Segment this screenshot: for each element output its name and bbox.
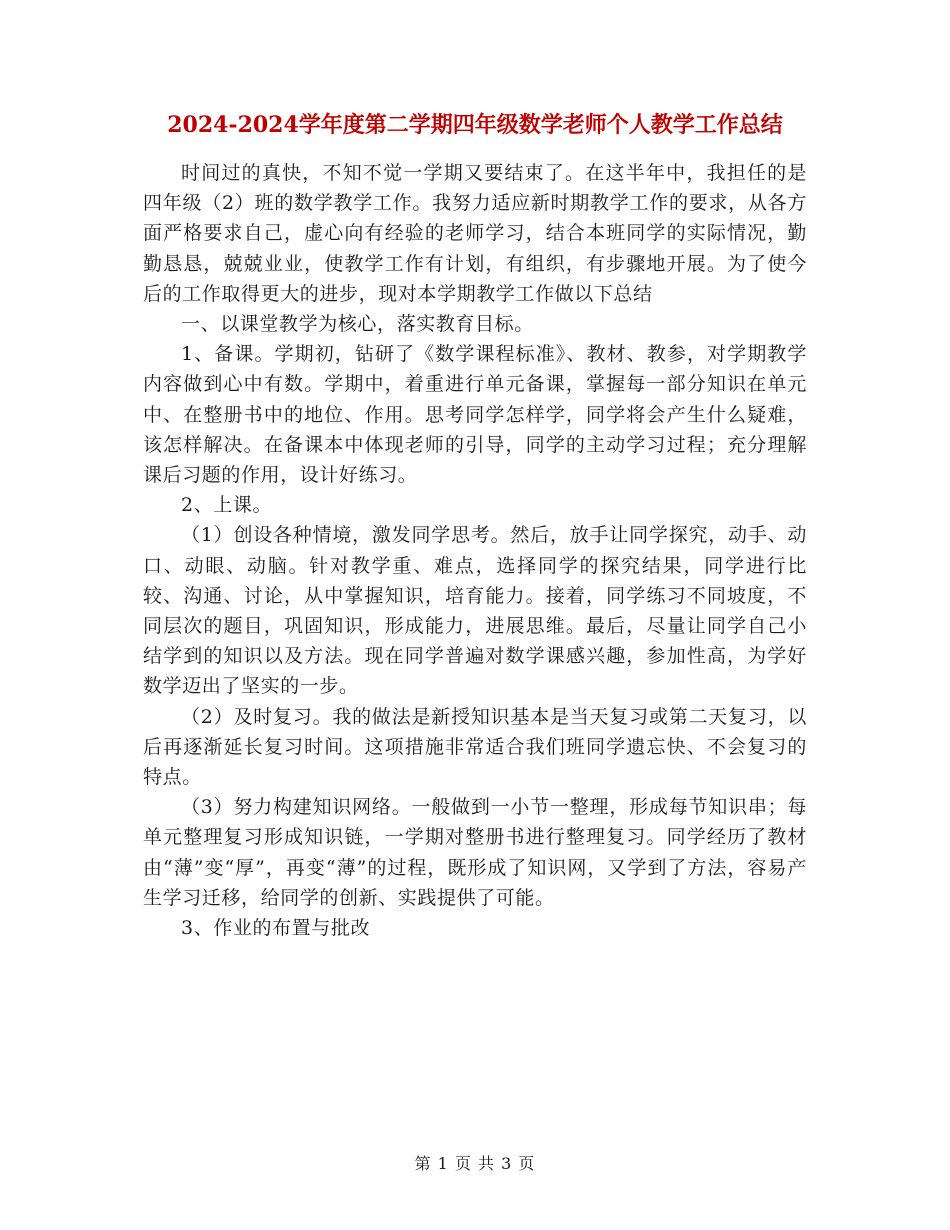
- document-title: 2024-2024学年度第二学期四年级数学老师个人教学工作总结: [167, 112, 783, 138]
- paragraph-review: （2）及时复习。我的做法是新授知识基本是当天复习或第二天复习，以后再逐渐延长复习时间。这项措施非常适合我们班同学遗忘快、不会复习的特点。: [143, 705, 807, 789]
- paragraph-intro: 时间过的真快，不知不觉一学期又要结束了。在这半年中，我担任的是四年级（2）班的数学教学工作。我努力适应新时期教学工作的要求，从各方面严格要求自己，虚心向有经验的老师学习，结合本班同学的实际情况，勤勤恳恳，兢兢业业，使教学工作有计划，有组织，有步骤地开展。为了使今后的工作取得更大的进步，现对本学期教学工作做以下总结: [143, 162, 807, 305]
- paragraph-homework-heading: 3、作业的布置与批改: [181, 917, 371, 940]
- paragraph-lesson-prep: 1、备课。学期初，钻研了《数学课程标准》、教材、教参，对学期教学内容做到心中有数。学期中，着重进行单元备课，掌握每一部分知识在单元中、在整册书中的地位、作用。思考同学怎样学，同学将会产生什么疑难，该怎样解决。在备课本中体现老师的引导，同学的主动学习过程；充分理解课后习题的作用，设计好练习。: [143, 343, 807, 487]
- section-heading-1: 一、以课堂教学为核心，落实教育目标。: [181, 313, 534, 336]
- paragraph-situations: （1）创设各种情境，激发同学思考。然后，放手让同学探究，动手、动口、动眼、动脑。针对教学重、难点，选择同学的探究结果，同学进行比较、沟通、讨论，从中掌握知识，培育能力。接着，同学练习不同坡度，不同层次的题目，巩固知识，形成能力，进展思维。最后，尽量让同学自己小结学到的知识以及方法。现在同学普遍对数学课感兴趣，参加性高，为学好数学迈出了坚实的一步。: [143, 524, 807, 698]
- document-body: [143, 158, 807, 943]
- page-footer: 第 1 页 共 3 页: [414, 1154, 536, 1173]
- paragraph-knowledge-network: （3）努力构建知识网络。一般做到一小节一整理，形成每节知识串；每单元整理复习形成知识链，一学期对整册书进行整理复习。同学经历了教材由“薄”变“厚”，再变“薄”的过程，既形成了知识网，又学到了方法，容易产生学习迁移，给同学的创新、实践提供了可能。: [143, 796, 807, 909]
- paragraph-class-heading: 2、上课。: [181, 494, 273, 517]
